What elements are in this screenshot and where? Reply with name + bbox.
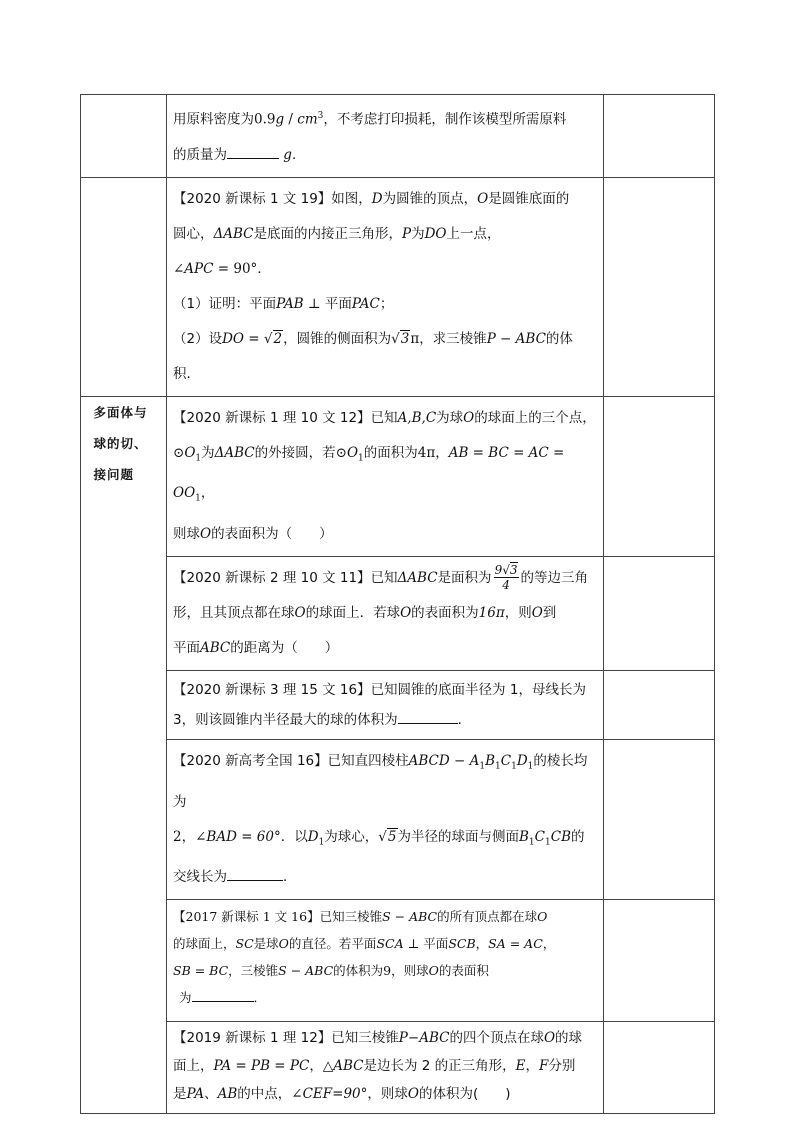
problem-cell bbox=[167, 670, 604, 739]
table-row bbox=[81, 95, 715, 178]
problem-line: 形，且其顶点都在球O的球面上．若球O的表面积为16π，则O到 bbox=[173, 604, 557, 621]
problem-line: 【2020 新课标 1 理 10 文 12】已知A,B,C为球O的球面上的三个点， bbox=[173, 409, 596, 426]
problem-cell bbox=[167, 1022, 604, 1114]
problem-source: 【2020 新课标 1 理 10 文 12】 bbox=[173, 409, 371, 426]
problem-line: 【2020 新高考全国 16】已知直四棱柱ABCD − $A_1B_1C_1D_1$的棱长均为 bbox=[173, 752, 588, 810]
problem-cell bbox=[167, 95, 604, 178]
notes-cell bbox=[604, 396, 715, 556]
notes-cell bbox=[604, 900, 715, 1022]
answer-blank bbox=[192, 987, 254, 1002]
answer-blank bbox=[398, 709, 458, 724]
problem-line: 面上，PA = PB = PC，△ABC是边长为 2 的正三角形，E，F分别 bbox=[173, 1058, 576, 1075]
problem-line: 3，则该圆锥内半径最大的球的体积为 ． bbox=[173, 705, 597, 735]
problem-source: 【2019 新课标 1 理 12】 bbox=[173, 1030, 332, 1047]
problem-line: 的球面上，SC是球O的直径。若平面SCA ⊥ 平面SCB，SA = AC， bbox=[173, 936, 556, 952]
problem-cell bbox=[167, 556, 604, 670]
problem-source: 【2020 新高考全国 16】 bbox=[173, 752, 328, 769]
problem-line: 【2019 新课标 1 理 12】已知三棱锥P−ABC的四个顶点在球O的球 bbox=[173, 1030, 583, 1047]
problem-source: 【2017 新课标 1 文 16】 bbox=[173, 909, 320, 925]
problem-table bbox=[80, 94, 715, 1114]
problem-source: 【2020 新课标 1 文 19】 bbox=[173, 190, 332, 207]
topic-cell-empty bbox=[81, 177, 167, 396]
problem-source: 【2020 新课标 2 理 10 文 11】 bbox=[173, 569, 371, 586]
problem-line: ∠APC = 90°． bbox=[173, 260, 271, 277]
problem-source: 【2020 新课标 3 理 15 文 16】 bbox=[173, 681, 371, 698]
problem-line: 交线长为 ． bbox=[173, 860, 597, 895]
problem-line: （1）证明：平面PAB ⊥ 平面PAC； bbox=[173, 295, 394, 312]
problem-line: 圆心，ΔABC是底面的内接正三角形，P为DO上一点， bbox=[173, 225, 501, 242]
problem-cell bbox=[167, 177, 604, 396]
notes-cell bbox=[604, 95, 715, 178]
notes-cell bbox=[604, 177, 715, 396]
problem-line: 为 ． bbox=[173, 984, 597, 1011]
answer-blank bbox=[227, 144, 279, 159]
problem-line: 【2020 新课标 2 理 10 文 11】已知ΔABC是面积为 $\frac{9√3}{4}$ 的等边三角 bbox=[173, 563, 588, 593]
notes-cell bbox=[604, 1022, 715, 1114]
table-row bbox=[81, 739, 715, 899]
fraction: $\frac{9√3}{4}$ bbox=[494, 563, 518, 593]
table-row bbox=[81, 670, 715, 739]
problem-line: 是PA、AB的中点，∠CEF=90°，则球O的体积为( ) bbox=[173, 1086, 511, 1103]
problem-cell bbox=[167, 396, 604, 556]
notes-cell bbox=[604, 556, 715, 670]
problem-line: 2，∠BAD = 60°．以$D_1$为球心，√5为半径的球面与侧面$B_1C_1CB$的 bbox=[173, 828, 585, 848]
answer-blank bbox=[227, 866, 283, 881]
problem-cell bbox=[167, 739, 604, 899]
topic-label: 多面体与球的切、接问题 bbox=[93, 404, 148, 482]
problem-line: 【2020 新课标 1 文 19】如图，D为圆锥的顶点，O是圆锥底面的 bbox=[173, 190, 570, 207]
table-row bbox=[81, 396, 715, 556]
problem-line: 【2020 新课标 3 理 15 文 16】已知圆锥的底面半径为 1，母线长为 bbox=[173, 681, 586, 698]
problem-line: 平面ABC的距离为（ ） bbox=[173, 639, 339, 656]
table-row bbox=[81, 177, 715, 396]
table-row bbox=[81, 556, 715, 670]
notes-cell bbox=[604, 670, 715, 739]
problem-line: 积． bbox=[173, 365, 200, 382]
problem-line: 则球O的表面积为（ ） bbox=[173, 525, 333, 542]
problem-line: $⊙O_1$为ΔABC的外接圆，若$⊙O_1$的面积为4π，AB = BC = AC = $OO_1$， bbox=[173, 444, 565, 504]
notes-cell bbox=[604, 739, 715, 899]
topic-cell-empty bbox=[81, 95, 167, 178]
problem-line: 【2017 新课标 1 文 16】已知三棱锥S − ABC的所有顶点都在球O bbox=[173, 909, 548, 925]
topic-cell bbox=[81, 396, 167, 1114]
table-row bbox=[81, 900, 715, 1022]
problem-line: SB = BC，三棱锥S − ABC的体积为9，则球O的表面积 bbox=[173, 963, 489, 979]
table-row bbox=[81, 1022, 715, 1114]
problem-line: 用原料密度为$0.9g / cm^3$，不考虑打印损耗，制作该模型所需原料 bbox=[173, 111, 567, 128]
problem-line: （2）设DO = √2，圆锥的侧面积为√3π，求三棱锥P − ABC的体 bbox=[173, 330, 573, 347]
problem-line: 的质量为 g． bbox=[173, 138, 597, 173]
problem-cell bbox=[167, 900, 604, 1022]
